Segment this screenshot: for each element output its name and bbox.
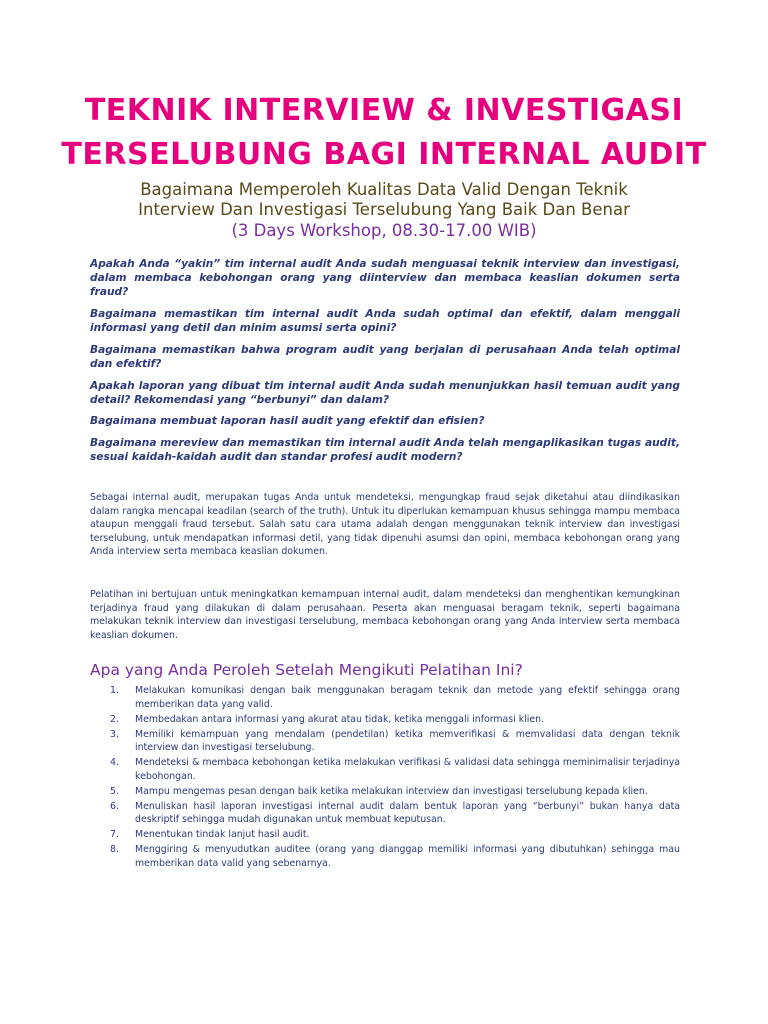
list-item: [110, 828, 680, 842]
item-text: Menuliskan hasil laporan investigasi internal audit dalam bentuk laporan yang “berbunyi” bukan hanya data deskriptif sehingga mudah digunakan untuk membuat keputusan.: [135, 800, 680, 825]
item-text: Menentukan tindak lanjut hasil audit.: [135, 829, 310, 840]
question: Bagaimana memastikan bahwa program audit yang berjalan di perusahaan Anda telah optimal dan efektif?: [90, 343, 680, 370]
question: Bagaimana memastikan tim internal audit Anda sudah optimal dan efektif, dalam menggali informasi yang detil dan minim asumsi serta opini?: [90, 308, 680, 335]
list-item: [110, 785, 680, 799]
intro-paragraph: Sebagai internal audit, merupakan tugas Anda untuk mendeteksi, mengungkap fraud sejak diketahui atau diindikasikan dalam rangka mencapai keadilan (search of the truth). Untuk itu diperlukan kemampuan khusus sehingga mampu membaca ataupun menggali fraud tersebut. Salah satu cara utama adalah dengan menggunakan teknik interview dan investigasi terselubung, untuk mendapatkan informasi detil, yang tidak dipenuhi asumsi dan opini, membaca kebohongan orang yang Anda interview serta membaca keaslian dokumen.: [90, 492, 680, 558]
question: Bagaimana mereview dan memastikan tim internal audit Anda telah mengaplikasikan tugas audit, sesuai kaidah-kaidah audit dan standar profesi audit modern?: [90, 436, 680, 464]
item-text: Membedakan antara informasi yang akurat atau tidak, ketika menggali informasi klien.: [135, 713, 545, 725]
item-number: 1.: [110, 685, 119, 696]
item-text: Melakukan komunikasi dengan baik menggunakan beragam teknik dan metode yang efektif sehingga orang memberikan data yang valid.: [135, 685, 680, 710]
question: Bagaimana membuat laporan hasil audit yang efektif dan efisien?: [90, 415, 485, 428]
question-list: [90, 257, 680, 472]
question: Apakah laporan yang dibuat tim internal audit Anda sudah menunjukkan hasil temuan audit yang detail? Rekomendasi yang “berbunyi” dan dalam?: [90, 379, 680, 406]
item-text: Mampu mengemas pesan dengan baik ketika melakukan interview dan investigasi terselubung kepada klien.: [135, 785, 648, 797]
benefits-heading: Apa yang Anda Peroleh Setelah Mengikuti Pelatihan Ini?: [90, 661, 523, 679]
benefits-list: [110, 684, 680, 872]
workshop-info: (3 Days Workshop, 08.30-17.00 WIB): [231, 221, 537, 240]
subtitle-line-1: Bagaimana Memperoleh Kualitas Data Valid Dengan Teknik: [140, 180, 628, 199]
title-line-1: TEKNIK INTERVIEW & INVESTIGASI: [84, 93, 684, 128]
item-number: 2.: [110, 713, 119, 725]
item-number: 8.: [110, 844, 119, 855]
list-item: [110, 800, 680, 827]
item-text: Memiliki kemampuan yang mendalam (pendetilan) ketika memverifikasi & memvalidasi data dengan teknik interview dan investigasi terselubung.: [135, 728, 680, 753]
objective-paragraph: Pelatihan ini bertujuan untuk meningkatkan kemampuan internal audit, dalam mendeteksi dan menghentikan kemungkinan terjadinya fraud yang dilakukan di dalam perusahaan. Peserta akan menguasai beragam teknik, seperti bagaimana melakukan teknik interview dan investigasi terselubung, membaca kebohongan orang yang Anda interview serta membaca keaslian dokumen.: [90, 589, 680, 641]
list-item: [110, 728, 680, 755]
list-item: [110, 713, 680, 727]
item-number: 7.: [110, 829, 119, 840]
list-item: [110, 843, 680, 870]
list-item: [110, 756, 680, 783]
subtitle-line-2: Interview Dan Investigasi Terselubung Yang Baik Dan Benar: [138, 200, 630, 219]
title-line-2: TERSELUBUNG BAGI INTERNAL AUDIT: [61, 137, 707, 172]
item-number: 5.: [110, 785, 119, 797]
item-text: Mendeteksi & membaca kebohongan ketika melakukan verifikasi & validasi data sehingga meminimalisir terjadinya kebohongan.: [135, 757, 680, 782]
item-number: 3.: [110, 728, 119, 740]
item-number: 6.: [110, 800, 119, 812]
item-number: 4.: [110, 757, 119, 768]
list-item: [110, 684, 680, 711]
question: Apakah Anda “yakin” tim internal audit Anda sudah menguasai teknik interview dan investigasi, dalam membaca kebohongan orang yang diinterview dan membaca keaslian dokumen serta fraud?: [90, 258, 680, 299]
item-text: Menggiring & menyudutkan auditee (orang yang dianggap memiliki informasi yang dibutuhkan) sehingga mau memberikan data valid yang sebenarnya.: [135, 844, 680, 869]
